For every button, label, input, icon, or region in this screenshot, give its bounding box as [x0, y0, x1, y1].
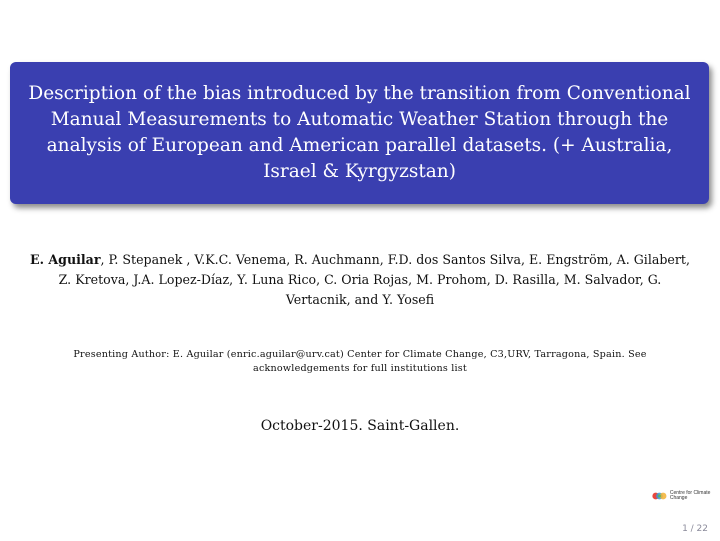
- author-list: [30, 250, 690, 310]
- date-place: October-2015. Saint-Gallen.: [260, 418, 460, 434]
- co-authors: , P. Stepanek , V.K.C. Venema, R. Auchmann, F.D. dos Santos Silva, E. Engström, A. Gilabert, Z. Kretova, J.A. Lopez-Díaz, Y. Luna Rico, C. Oria Rojas, M. Prohom, D. Rasilla, M. Salvador, G. Vertacnik, and Y. Yosefi: [58, 252, 690, 307]
- page-number: 1 / 22: [682, 524, 708, 534]
- centre-for-climate-change-logo: [652, 486, 714, 506]
- presenting-author-info: Presenting Author: E. Aguilar (enric.aguilar@urv.cat) Center for Climate Change, C3,URV, Tarragona, Spain. See acknowledgements for full institutions list: [73, 349, 647, 374]
- c3-logo-icon: [652, 489, 667, 503]
- slide-title: Description of the bias introduced by the transition from Conventional Manual Measurements to Automatic Weather Station through the analysis of European and American parallel datasets. (+ Australia, Israel & Kyrgyzstan): [28, 83, 691, 182]
- logo-text: Centre for Climate Change: [669, 489, 711, 501]
- title-box: [10, 62, 709, 204]
- lead-author: E. Aguilar: [30, 252, 101, 267]
